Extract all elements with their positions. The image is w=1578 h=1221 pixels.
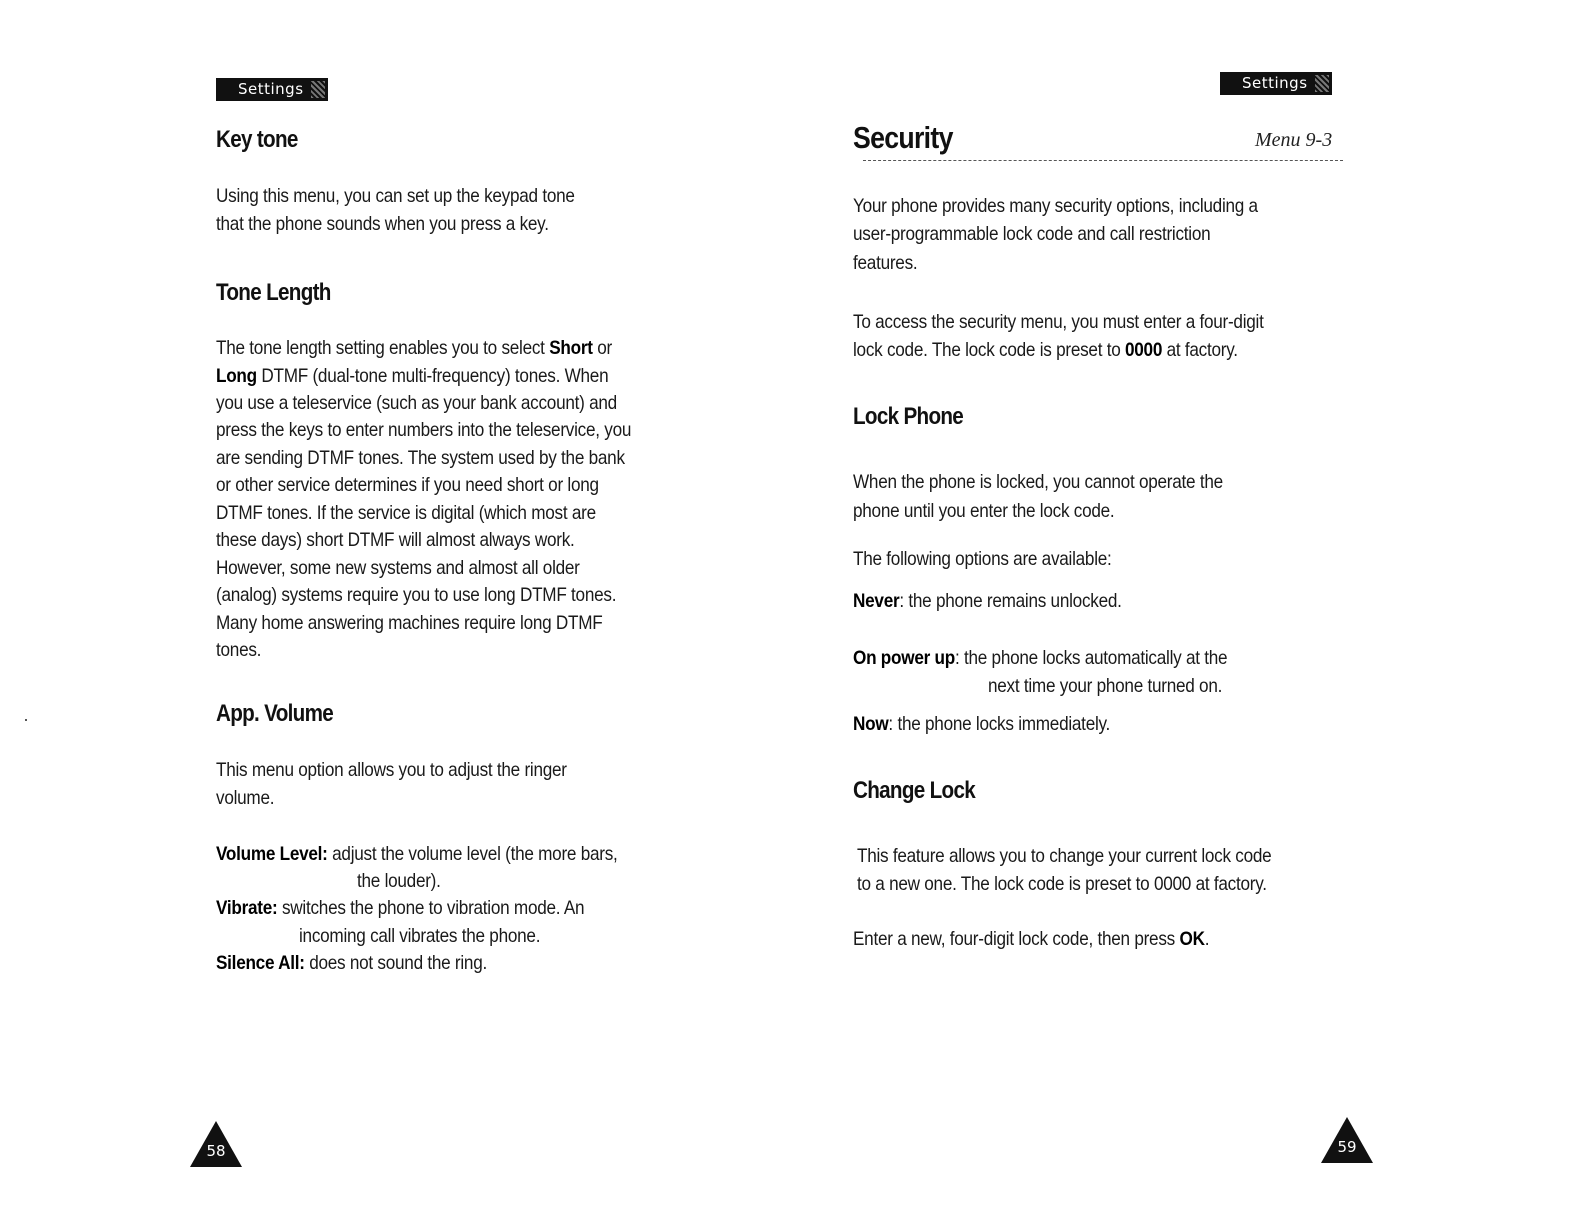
vibrate-option: Vibrate: switches the phone to vibration mode. An <box>216 897 585 919</box>
lock-phone-heading: Lock Phone <box>853 403 964 430</box>
settings-header-tab: Settings <box>1220 72 1332 95</box>
volume-level-option: Volume Level: adjust the volume level (the more bars, <box>216 843 618 865</box>
security-access-2: lock code. The lock code is preset to 0000 at factory. <box>853 339 1238 361</box>
change-lock-heading: Change Lock <box>853 777 976 804</box>
page-number-badge <box>1319 1115 1375 1165</box>
on-power-up-option-cont: next time your phone turned on. <box>988 675 1223 697</box>
page-number-badge <box>188 1119 244 1169</box>
page-number: 58 <box>206 1142 226 1160</box>
security-intro-2: user-programmable lock code and call restriction <box>853 223 1211 245</box>
page-number: 59 <box>1337 1138 1357 1156</box>
settings-header-tab: Settings <box>216 78 328 101</box>
vibrate-option-cont: incoming call vibrates the phone. <box>299 925 541 947</box>
menu-reference: Menu 9-3 <box>1255 129 1333 151</box>
tone-length-text-4: press the keys to enter numbers into the teleservice, you <box>216 419 632 441</box>
tone-length-text-7: DTMF tones. If the service is digital (which most are <box>216 502 596 524</box>
tone-length-text-2: Long DTMF (dual-tone multi-frequency) tones. When <box>216 365 609 387</box>
change-lock-text-1: This feature allows you to change your current lock code <box>857 845 1272 867</box>
tone-length-text-8: these days) short DTMF will almost always work. <box>216 529 575 551</box>
tone-length-text-5: are sending DTMF tones. The system used by the bank <box>216 447 625 469</box>
security-intro-3: features. <box>853 252 918 274</box>
key-tone-heading: Key tone <box>216 126 298 153</box>
never-option: Never: the phone remains unlocked. <box>853 590 1122 612</box>
right-page <box>789 0 1578 1221</box>
volume-level-option-cont: the louder). <box>357 870 441 892</box>
key-tone-text-1: Using this menu, you can set up the keypad tone <box>216 185 575 207</box>
security-intro-1: Your phone provides many security options, including a <box>853 195 1258 217</box>
tone-length-text-1: The tone length setting enables you to select Short or <box>216 337 612 359</box>
lock-options-intro: The following options are available: <box>853 548 1112 570</box>
now-option: Now: the phone locks immediately. <box>853 713 1111 735</box>
tone-length-text-10: (analog) systems require you to use long DTMF tones. <box>216 584 617 606</box>
change-lock-enter: Enter a new, four-digit lock code, then press OK. <box>853 928 1210 950</box>
tone-length-text-6: or other service determines if you need short or long <box>216 474 599 496</box>
title-underline <box>863 160 1343 161</box>
security-heading: Security <box>853 120 953 155</box>
security-access-1: To access the security menu, you must enter a four-digit <box>853 311 1264 333</box>
tone-length-heading: Tone Length <box>216 279 331 306</box>
lock-phone-text-2: phone until you enter the lock code. <box>853 500 1115 522</box>
app-volume-text-2: volume. <box>216 787 275 809</box>
key-tone-text-2: that the phone sounds when you press a key. <box>216 213 549 235</box>
tone-length-text-12: tones. <box>216 639 262 661</box>
lock-phone-text-1: When the phone is locked, you cannot operate the <box>853 471 1223 493</box>
change-lock-text-2: to a new one. The lock code is preset to 0000 at factory. <box>857 873 1267 895</box>
tone-length-text-11: Many home answering machines require long DTMF <box>216 612 603 634</box>
app-volume-text-1: This menu option allows you to adjust the ringer <box>216 759 567 781</box>
app-volume-heading: App. Volume <box>216 700 334 727</box>
tone-length-text-3: you use a teleservice (such as your bank account) and <box>216 392 617 414</box>
on-power-up-option: On power up: the phone locks automatically at the <box>853 647 1228 669</box>
tone-length-text-9: However, some new systems and almost all older <box>216 557 580 579</box>
silence-all-option: Silence All: does not sound the ring. <box>216 952 487 974</box>
